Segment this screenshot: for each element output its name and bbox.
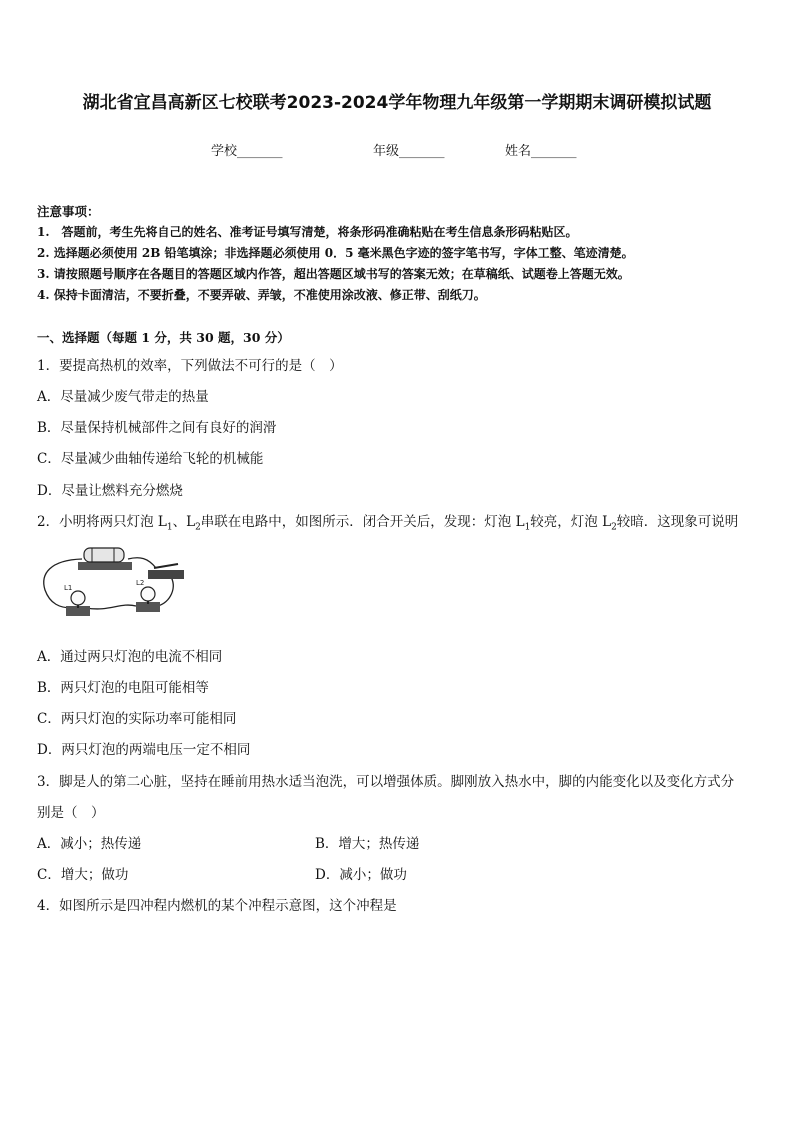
name-field: 姓名_______ bbox=[505, 144, 577, 159]
grade-field: 年级_______ bbox=[373, 144, 445, 159]
question-1-option-a: A．尽量减少废气带走的热量 bbox=[37, 389, 209, 405]
question-4-stem: 4．如图所示是四冲程内燃机的某个冲程示意图，这个冲程是 bbox=[37, 898, 397, 914]
question-2-option-a: A．通过两只灯泡的电流不相同 bbox=[37, 649, 223, 665]
question-3-option-a: A．减小；热传递 bbox=[37, 836, 142, 852]
question-2-option-c: C．两只灯泡的实际功率可能相同 bbox=[37, 711, 237, 727]
notice-item: 4. 保持卡面清洁，不要折叠，不要弄破、弄皱，不准使用涂改液、修正带、刮纸刀。 bbox=[37, 288, 486, 302]
notice-item: 2. 选择题必须使用 2B 铅笔填涂；非选择题必须使用 0．5 毫米黑色字迹的签字笔书写，字体工整、笔迹清楚。 bbox=[37, 246, 634, 260]
question-2-option-b: B．两只灯泡的电阻可能相等 bbox=[37, 680, 209, 696]
section-title: 一、选择题（每题 1 分，共 30 题，30 分） bbox=[37, 330, 290, 345]
stem-text: 、L bbox=[172, 514, 196, 530]
battery-icon bbox=[84, 548, 124, 562]
subscript: 2 bbox=[195, 522, 201, 533]
wire bbox=[128, 558, 156, 568]
question-1-option-c: C．尽量减少曲轴传递给飞轮的机械能 bbox=[37, 451, 264, 467]
bulb-l1-label: L1 bbox=[64, 584, 73, 592]
question-1-option-d: D．尽量让燃料充分燃烧 bbox=[37, 483, 183, 499]
wire bbox=[158, 575, 173, 606]
bulb-l2-icon bbox=[141, 587, 155, 601]
bulb-l1-icon bbox=[71, 591, 85, 605]
question-1-stem: 1．要提高热机的效率，下列做法不可行的是（ ） bbox=[37, 358, 343, 374]
stem-text: 2．小明将两只灯泡 L bbox=[37, 514, 167, 530]
wire bbox=[86, 605, 136, 609]
question-2-stem bbox=[37, 510, 738, 533]
stem-text: 较亮，灯泡 L bbox=[530, 514, 612, 530]
stem-text: 较暗．这现象可说明 bbox=[616, 514, 739, 530]
subscript: 1 bbox=[166, 522, 173, 533]
stem-text: 串联在电路中，如图所示．闭合开关后，发现：灯泡 L bbox=[200, 514, 525, 530]
question-3-option-b: B．增大；热传递 bbox=[315, 836, 420, 852]
school-field: 学校_______ bbox=[211, 144, 283, 159]
circuit-figure bbox=[40, 542, 190, 620]
question-1-option-b: B．尽量保持机械部件之间有良好的润滑 bbox=[37, 420, 277, 436]
subscript: 2 bbox=[611, 522, 617, 533]
notice-heading: 注意事项： bbox=[37, 204, 100, 219]
switch-knife-icon bbox=[154, 564, 178, 568]
question-3-option-d: D．减小；做功 bbox=[315, 867, 407, 883]
bulb-l2-label: L2 bbox=[136, 579, 145, 587]
subscript: 1 bbox=[524, 522, 531, 533]
notice-item: 3. 请按照题号顺序在各题目的答题区域内作答，超出答题区域书写的答案无效；在草稿纸、试题卷上答题无效。 bbox=[37, 267, 630, 281]
exam-title: 湖北省宜昌高新区七校联考2023-2024学年物理九年级第一学期期末调研模拟试题 bbox=[82, 93, 712, 113]
notice-item: 1. 答题前，考生先将自己的姓名、准考证号填写清楚，将条形码准确粘贴在考生信息条形码粘贴区。 bbox=[37, 225, 578, 239]
question-2-option-d: D．两只灯泡的两端电压一定不相同 bbox=[37, 742, 251, 758]
question-3-option-c: C．增大；做功 bbox=[37, 867, 129, 883]
switch-base bbox=[148, 570, 184, 579]
question-3-stem-cont: 别是（ ） bbox=[37, 805, 105, 821]
battery-base bbox=[78, 562, 132, 570]
question-3-stem: 3．脚是人的第二心脏，坚持在睡前用热水适当泡洗，可以增强体质。脚刚放入热水中，脚的内能变化以及变化方式分 bbox=[37, 774, 735, 790]
